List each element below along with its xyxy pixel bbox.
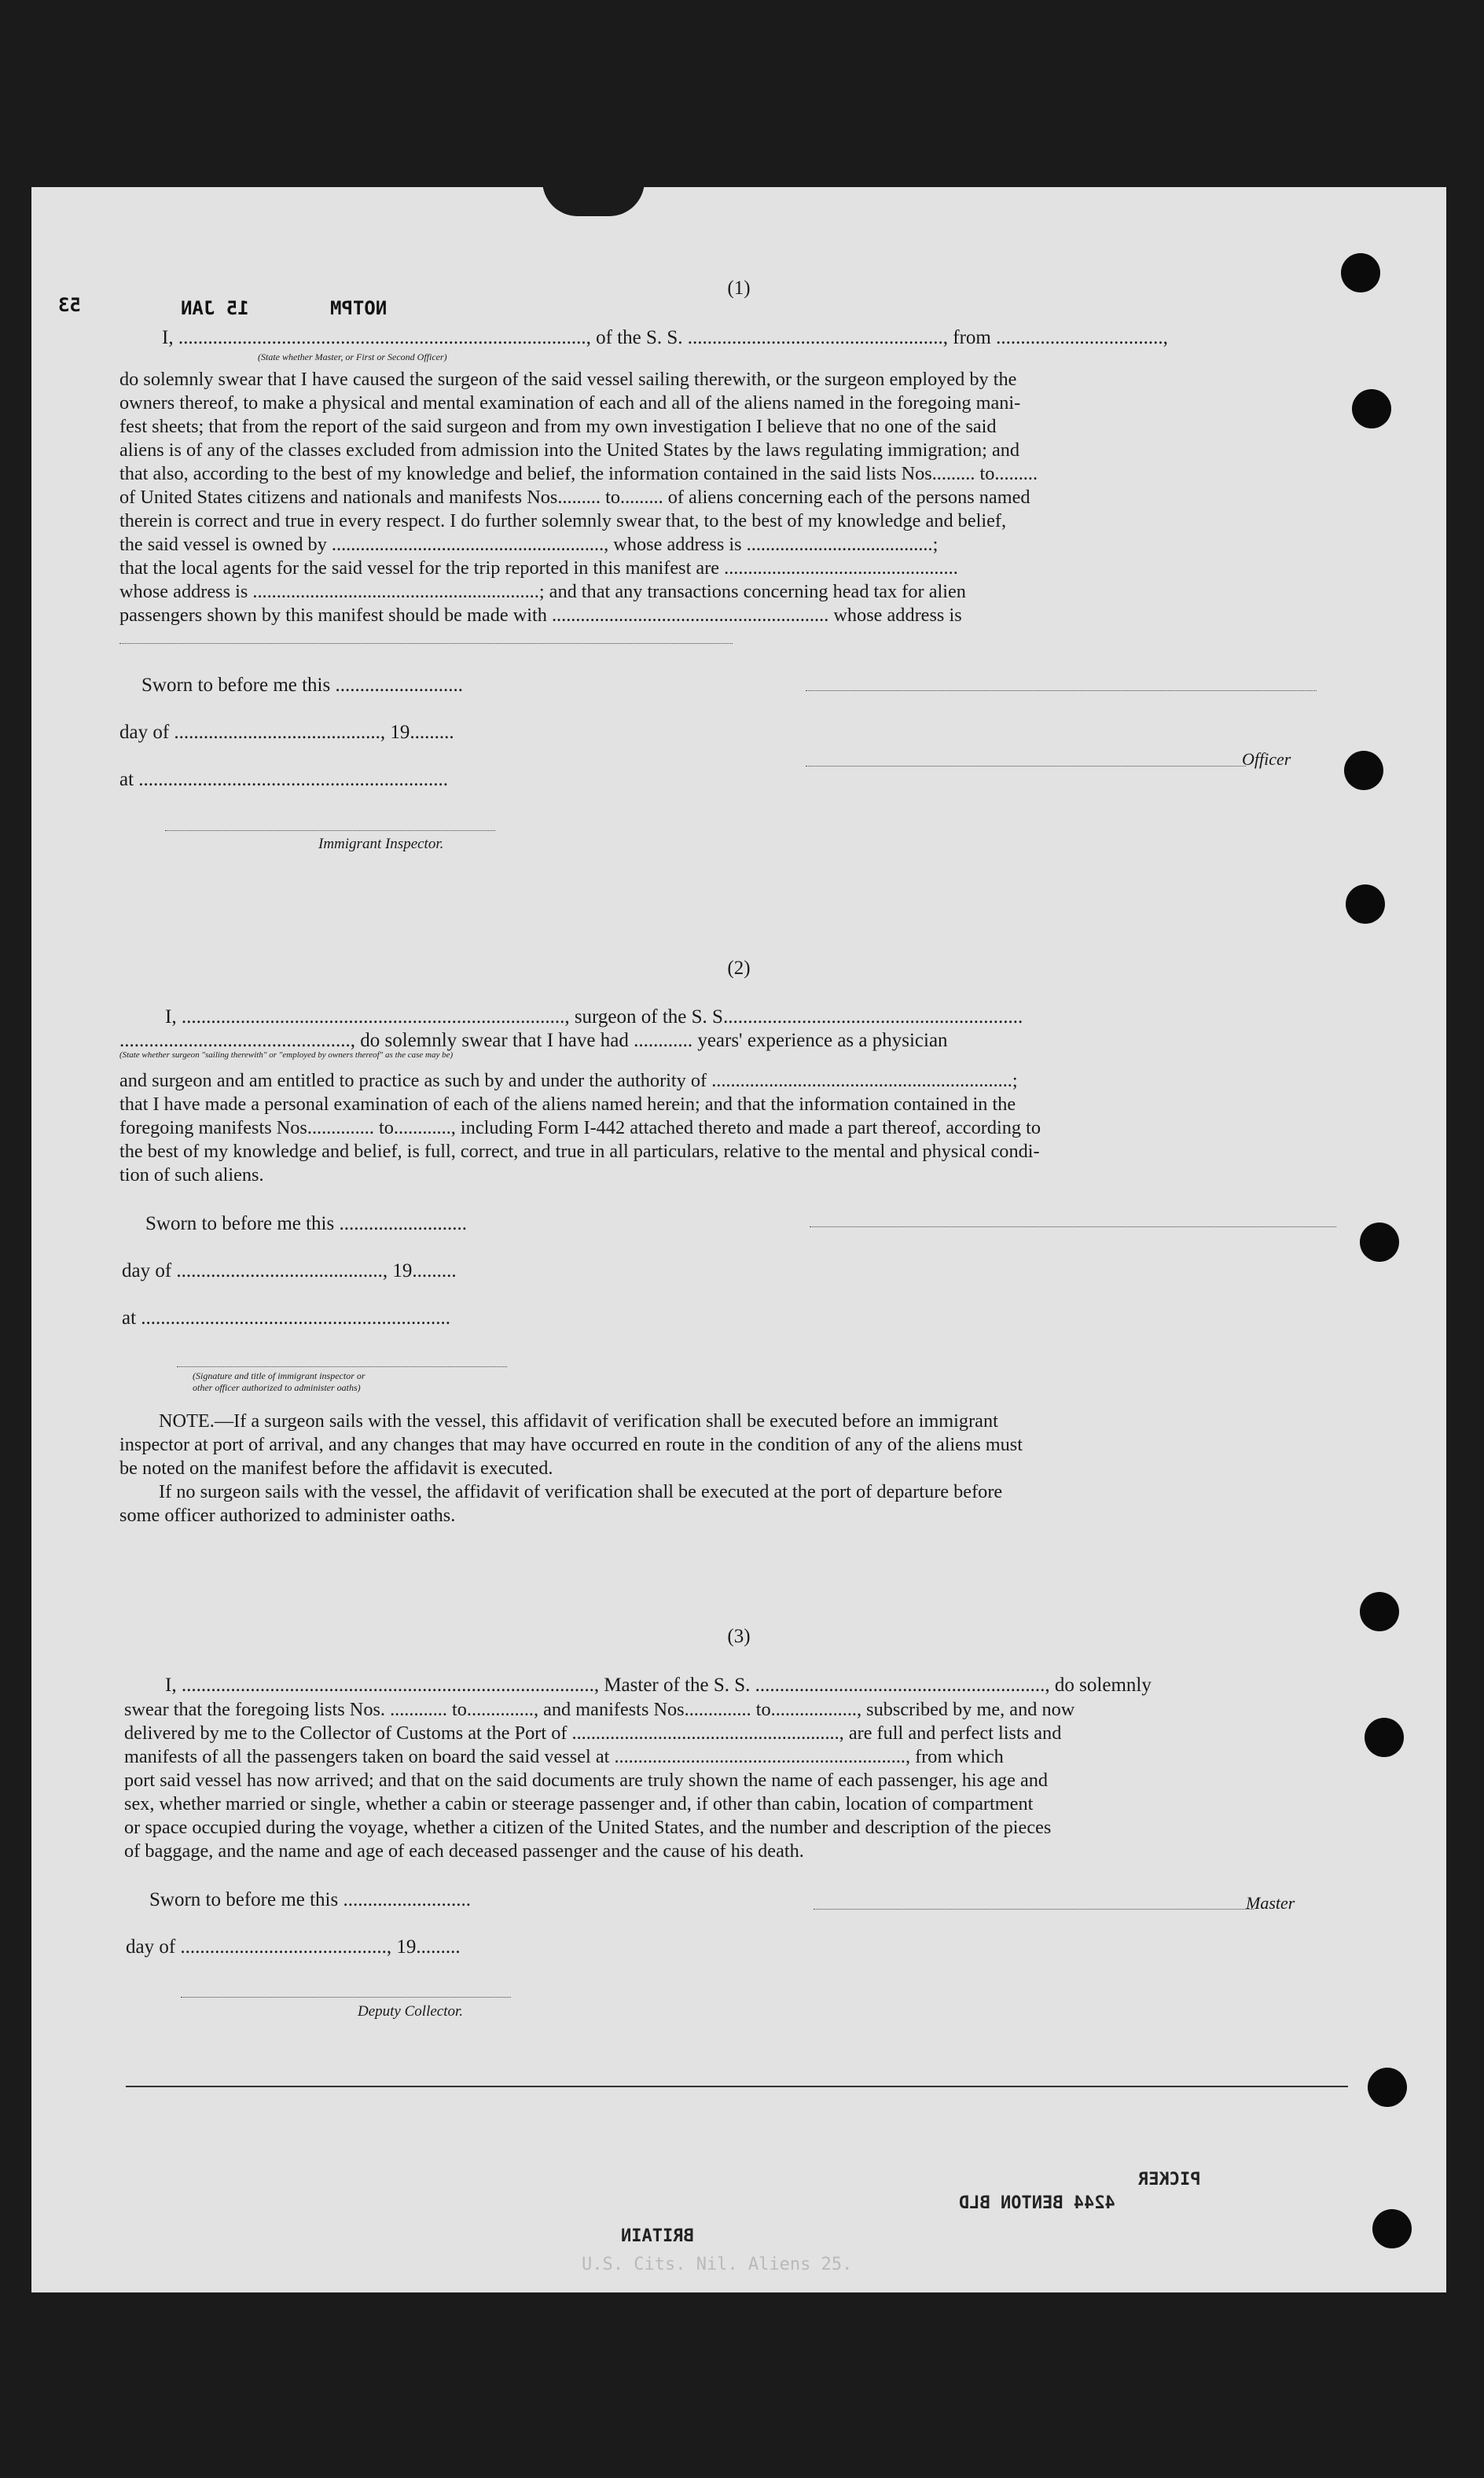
officer-signature-line-2 — [806, 766, 1246, 767]
collector-signature-line — [181, 1997, 511, 1998]
section-3-day-line: day of .........................................., 19......... — [126, 1936, 461, 1958]
signature-hint-2: other officer authorized to administer oaths) — [193, 1382, 361, 1393]
inspector-signature-line — [165, 830, 495, 831]
section-2-intro-line: I, .............................................................................., surgeon of the S. S............................................................. — [165, 1006, 1023, 1028]
section-2-day-line: day of .........................................., 19......... — [122, 1260, 457, 1281]
section-2-heading: (2) — [727, 958, 751, 979]
master-signature-line — [814, 1909, 1254, 1910]
manifest-page — [31, 187, 1446, 2292]
section-3-heading: (3) — [727, 1626, 751, 1647]
section-2-inspector-line — [177, 1366, 507, 1367]
section-2-at-line: at ............................................................... — [122, 1307, 451, 1329]
deputy-collector-label: Deputy Collector. — [358, 2003, 464, 2020]
section-3-intro-line: I, ...................................................................................., Master of the S. S. ..........................................................., do solemnly — [165, 1675, 1152, 1696]
section-2-experience-line: ..............................................., do solemnly swear that I have had ............ years' experience as a physician — [119, 1030, 948, 1051]
britain-stamp: BRITAIN — [621, 2226, 694, 2246]
section-3-sworn-line: Sworn to before me this .......................... — [149, 1889, 471, 1910]
port-stamp-mirrored: NOTPM — [330, 297, 388, 319]
punch-hole — [1346, 884, 1385, 924]
punch-hole — [1344, 751, 1383, 790]
officer-label: Officer — [1242, 749, 1291, 769]
surgeon-type-hint: (State whether surgeon "sailing therewith" or "employed by owners thereof" as the case may be) — [119, 1050, 454, 1060]
section-1-day-line: day of .........................................., 19......... — [119, 722, 454, 743]
date-stamp-mirrored: 15 JAN — [181, 297, 249, 319]
signature-hint-1: (Signature and title of immigrant inspector or — [193, 1370, 365, 1381]
section-1-intro-line: I, ..................................................................................., of the S. S. ...................................................., from .................................., — [162, 327, 1168, 348]
address-stamp: 4244 BENTON BLD — [959, 2193, 1115, 2213]
punch-hole — [1341, 253, 1380, 292]
immigrant-inspector-label: Immigrant Inspector. — [318, 836, 444, 852]
section-1-at-line: at ............................................................... — [119, 769, 449, 790]
page-number-mark: 53 — [58, 294, 81, 316]
section-2-sworn-line: Sworn to before me this .......................... — [145, 1213, 467, 1234]
punch-hole — [1360, 1222, 1399, 1262]
officer-signature-line-1 — [806, 690, 1317, 691]
punch-hole — [1365, 1718, 1404, 1757]
section-3-oath-text: swear that the foregoing lists Nos. ............ to.............., and manifests Nos.............. to.................., subscribed by me, and now delivered by me to the Collector of Customs at the Port of ........................................................, are full and perfect lists and manifests of all the passengers taken on board the said vessel at ............................................................., from which port said vessel has now arrived; and that on the said documents are truly shown the name of each passenger, his age and sex, whether married or single, whether a cabin or steerage passenger and, if other than cabin, location of compartment or space occupied during the voyage, whether a citizen of the United States, and the number and description of the pieces of baggage, and the name and age of each deceased passenger and the cause of his death. — [124, 1699, 1075, 1862]
master-label: Master — [1246, 1893, 1295, 1913]
torn-edge — [542, 181, 645, 216]
bottom-faint-text: U.S. Cits. Nil. Aliens 25. — [582, 2255, 853, 2274]
section-1-heading: (1) — [727, 278, 751, 299]
bottom-rule — [126, 2086, 1348, 2087]
picker-stamp: PICKER — [1138, 2170, 1201, 2189]
punch-hole — [1372, 2209, 1412, 2248]
section-2-signature-line — [810, 1226, 1336, 1227]
punch-hole — [1368, 2068, 1407, 2107]
section-2-oath-text: and surgeon and am entitled to practice as such by and under the authority of ...............................................................; that I have made a personal examination of each of the aliens named herein; and that the information contained in the foregoing manifests Nos.............. to............, including Form I-442 attached thereto and made a part thereof, according to the best of my knowledge and belief, is full, correct, and true in all particulars, relative to the mental and physical condi- tion of such aliens. — [119, 1070, 1041, 1186]
section-1-oath-text: do solemnly swear that I have caused the surgeon of the said vessel sailing therewith, or the surgeon employed by the owners thereof, to make a physical and mental examination of each and all of the aliens named in the foregoing mani- fest sheets; that from the report of the said surgeon and from my own investigation I believe that no one of the said aliens is of any of the classes excluded from admission into the United States by the laws regulating immigration; and that also, according to the best of my knowledge and belief, the information contained in the said lists Nos......... to......... of United States citizens and nationals and manifests Nos......... to......... of aliens concerning each of the persons named therein is correct and true in every respect. I do further solemnly swear that, to the best of my knowledge and belief, the said vessel is owned by ........................................................., whose address is .......................................; that the local agents for the said vessel for the trip reported in this manifest are ................................................. whose address is ............................................................; and that any transactions concerning head tax for alien passengers shown by this manifest should be made with .......................................................... whose address is — [119, 369, 1038, 626]
punch-hole — [1352, 389, 1391, 428]
officer-type-hint: (State whether Master, or First or Second Officer) — [258, 351, 447, 362]
dotted-line — [119, 643, 733, 644]
punch-hole — [1360, 1592, 1399, 1631]
note-text: NOTE.—If a surgeon sails with the vessel, this affidavit of verification shall be executed before an immigrant inspector at port of arrival, and any changes that may have occurred en route in the condition of any of the aliens must be noted on the manifest before the affidavit is executed. If no surgeon sails with the vessel, the affidavit of verification shall be executed at the port of departure before some officer authorized to administer oaths. — [119, 1410, 1023, 1526]
section-1-sworn-line: Sworn to before me this .......................... — [141, 675, 463, 696]
